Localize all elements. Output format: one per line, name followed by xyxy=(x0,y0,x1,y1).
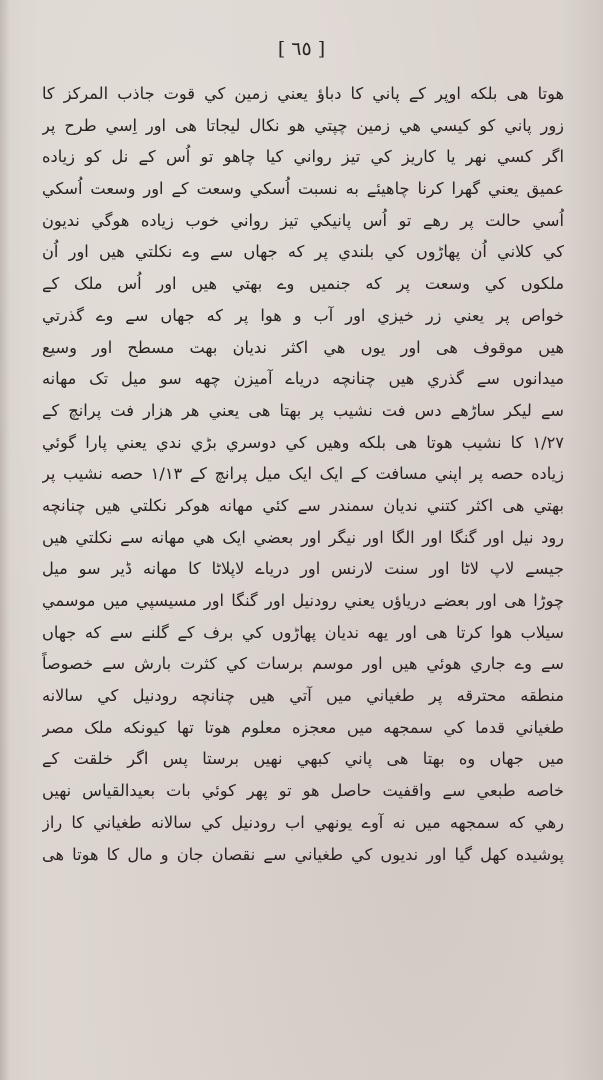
text-line-5: اُسي حالت پر رهے تو اُس پانيكي تيز رواني خوب زياده هوگي ندیون xyxy=(42,210,564,230)
text-line-23: خاصه طبعي سے واقفيت حاصل هو تو پهر كوئي بات بعيدالقياس نهيں xyxy=(42,781,564,801)
text-line-19: سے وے جاري هوئي هيں اور موسم برسات كي كثرت بارش سے خصوصاً xyxy=(42,654,564,674)
text-line-9: هيں موقوف هی اور يوں هي اكثر نديان بهت مسطح اور وسيع xyxy=(42,337,564,357)
text-line-14: بهتي هی اكثر كتني نديان سمندر سے كئي مهانه هوكر نكلتي هيں چنانچه xyxy=(42,495,564,515)
text-line-12: ۱/۲۷ كا نشيب هوتا هی بلكه وهيں كي دوسري بڑي ندي يعني پارا گوئي xyxy=(42,432,564,452)
text-line-25: پوشيده كهل گيا اور نديوں كي طغياني سے نقصان جان و مال كا هوتا هی xyxy=(42,844,564,864)
text-line-11: سے ليكر ساڑهے دس فت نشيب پر بهتا هی يعني هر هزار فت پرانچ كے xyxy=(42,400,564,420)
page-number: [ ٦٥ ] xyxy=(277,38,326,60)
text-line-15: رود نيل اور گنگا اور الگا اور نيگر اور بعضي ايک هي مهانه سے نكلتي هيں xyxy=(42,527,564,547)
text-line-1: هوتا هی بلكه اوپر كے پاني كا دباؤ يعني زمين كي قوت جاذب المركز كا xyxy=(42,84,564,103)
text-line-6: كي كلاني اُن پهاڑوں كي بلندي پر كه جهاں سے وے نكلتي هيں اور اُن xyxy=(42,242,564,262)
text-line-18: سيلاب هوا كرتا هی اور يهه نديان پهاڑوں كي برف كے گلنے سے كه جهاں xyxy=(42,622,564,642)
text-line-3: اگر كسي نهر يا كاريز كي تيز رواني كيا چاهو تو اُس كے نل كو زياده xyxy=(42,147,564,167)
text-line-22: ميں جهاں وه بهتا هی پاني كبهي نهيں برستا پس اگر خلقت كے xyxy=(42,749,564,769)
text-line-13: زياده حصه پر اپني مسافت كے ايک ايک ميل پرانچ كے ۱/۱۳ حصه نشيب پر xyxy=(42,464,564,484)
text-line-8: خواص پر يعني زر خيزي اور آب و هوا پر كه جهاں سے وے گذرتي xyxy=(42,305,564,325)
text-line-17: چوڑا هی اور بعضے درياؤں يعني رودنيل اور گنگا اور مسيسپي ميں موسمي xyxy=(42,591,564,610)
text-line-16: جيسے لاپ لاٹا اور سنت لارنس اور درياے لاپلاٹا كا مهانه ڈير سو ميل xyxy=(42,559,564,579)
text-body xyxy=(42,78,564,870)
text-line-2: زور پاني كو كيسي هي زمين چپتي هو نكال ليجاتا هی اور اِسي طرح پر xyxy=(42,115,564,135)
text-line-10: ميدانوں سے گذري هيں چنانچه درياے آميزن چهه سو ميل تک مهانه xyxy=(42,369,564,389)
text-line-7: ملكوں كي وسعت پر كه جنميں وے بهتي هيں اور اُس ملک كے xyxy=(42,274,564,294)
text-line-21: طغياني قدما كي سمجهه ميں معجزه معلوم هوتا تها كيونكه ملک مصر xyxy=(42,717,564,737)
text-line-20: منطقه محترقه پر طغياني ميں آتي هيں چنانچه رودنيل كي سالانه xyxy=(42,686,564,706)
text-line-4: عميق يعني گهرا كرنا چاهيئے به نسبت اُسكي وسعت كے اور وسعت اُسكي xyxy=(42,179,564,199)
text-line-24: رهي كه سمجهه ميں نه آوے يونهي اب رودنيل كي سالانه طغياني كا راز xyxy=(42,812,564,832)
